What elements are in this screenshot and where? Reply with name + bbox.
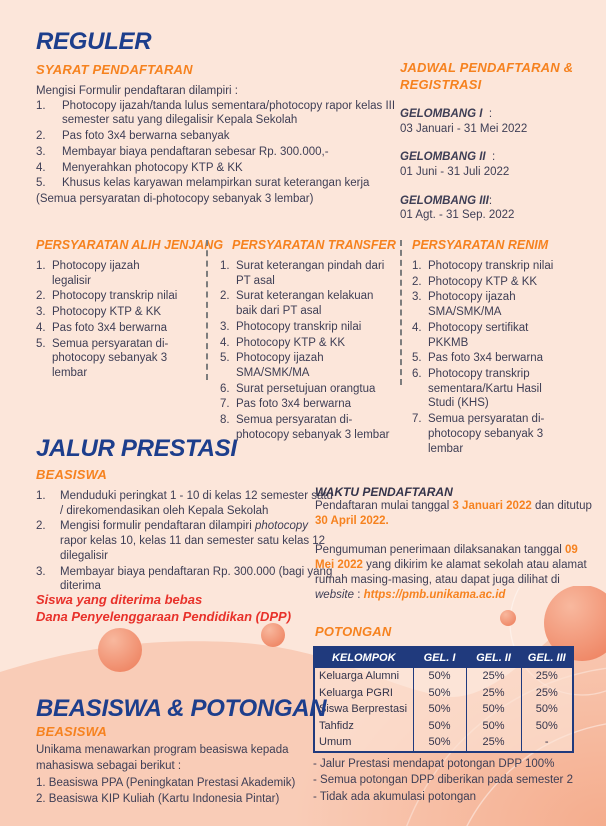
jalur-prestasi-list-block	[36, 489, 336, 595]
gelombang-date: 01 Juni - 31 Juli 2022	[400, 165, 510, 178]
list-item: Pas foto 3x4 berwarna sebanyak	[62, 130, 230, 143]
column-divider	[400, 240, 402, 385]
announcement-date: 09 Mei 2022	[315, 544, 578, 572]
column-heading: PERSYARATAN TRANSFER	[232, 238, 396, 252]
cell-gel2: 25%	[466, 668, 521, 685]
cell-gel1: 50%	[413, 668, 466, 685]
potongan-notes	[313, 756, 599, 805]
column-renim	[412, 238, 570, 457]
cell-kelompok: Umum	[314, 734, 413, 752]
potongan-table	[313, 646, 574, 753]
list-item: Photocopy ijazah/tanda lulus sementara/photocopy rapor kelas III semester satu yang dilegalisir Kepala Sekolah	[62, 99, 396, 127]
cell-gel3: 50%	[521, 701, 573, 718]
pmb-unikama-link[interactable]: https://pmb.unikama.ac.id	[363, 588, 506, 601]
cell-kelompok: Siswa Berprestasi	[314, 701, 413, 718]
highlight-line: Siswa yang diterima bebas	[36, 592, 203, 607]
beasiswa-item: 1. Beasiswa PPA (Peningkatan Prestasi Akademik)	[36, 776, 296, 789]
gelombang-sep: :	[488, 194, 493, 207]
text: :	[354, 588, 364, 601]
list-item: Photocopy transkrip sementara/Kartu Hasil Studi (KHS)	[428, 368, 542, 410]
table-row	[314, 734, 573, 752]
text: Pendaftaran mulai tanggal	[315, 500, 453, 512]
gelombang-sep: :	[488, 107, 493, 120]
header-gel1: GEL. I	[413, 647, 466, 668]
cell-gel2: 25%	[466, 685, 521, 702]
jalur-beasiswa-heading: BEASISWA	[36, 467, 107, 482]
list-item: Photocopy KTP & KK	[52, 306, 162, 319]
cell-gel1: 50%	[413, 718, 466, 735]
waktu-paragraph-1	[315, 499, 599, 528]
cell-gel3: 25%	[521, 685, 573, 702]
waktu-heading: WAKTU PENDAFTARAN	[315, 485, 453, 499]
gelombang-label: GELOMBANG I	[400, 107, 483, 120]
cell-kelompok: Tahfidz	[314, 718, 413, 735]
list-item: Menduduki peringkat 1 - 10 di kelas 12 semester satu / direkomendasikan oleh Kepala Sekolah	[60, 490, 333, 517]
text: yang dikirim ke alamat sekolah atau alamat rumah masing-masing, atau dapat juga dilihat di	[315, 559, 587, 586]
list-item: Surat persetujuan orangtua	[236, 382, 376, 395]
column-heading: PERSYARATAN ALIH JENJANG	[36, 238, 224, 252]
item-text: rapor kelas 10, kelas 11 dan semester satu kelas 12 dilegalisir	[60, 535, 326, 562]
list-item: Photocopy transkrip nilai	[52, 290, 178, 303]
gelombang-date: 01 Agt. - 31 Sep. 2022	[400, 209, 515, 222]
syarat-pendaftaran-block	[36, 84, 402, 207]
gelombang-label: GELOMBANG II	[400, 151, 486, 164]
table-row	[314, 685, 573, 702]
list-item: Surat keterangan kelakuan baik dari PT asal	[236, 290, 374, 318]
list-item: Pas foto 3x4 berwarna	[52, 321, 168, 334]
text: Pengumuman penerimaan dilaksanakan tanggal	[315, 544, 565, 557]
cell-gel1: 50%	[413, 685, 466, 702]
list-item: Photocopy transkrip nilai	[428, 260, 554, 272]
syarat-list	[36, 99, 402, 191]
list-item: Semua persyaratan di-photocopy sebanyak 3 lembar	[52, 337, 169, 380]
decorative-circle-large-left	[98, 628, 142, 672]
item-text-italic: photocopy	[254, 520, 309, 533]
syarat-pendaftaran-heading: SYARAT PENDAFTARAN	[36, 62, 193, 77]
note-line: - Semua potongan DPP diberikan pada semester 2	[313, 774, 573, 787]
header-gel3: GEL. III	[521, 647, 573, 668]
syarat-intro: Mengisi Formulir pendaftaran dilampiri :	[36, 85, 238, 97]
table-row	[314, 668, 573, 685]
note-line: - Tidak ada akumulasi potongan	[313, 790, 477, 803]
cell-gel1: 50%	[413, 734, 466, 752]
list-item: Photocopy ijazah SMA/SMK/MA	[428, 291, 516, 319]
header-gel2: GEL. II	[466, 647, 521, 668]
list-item: Photocopy KTP & KK	[236, 336, 346, 349]
list-item	[36, 519, 336, 563]
highlight-line: Dana Penyelenggaraan Pendidikan (DPP)	[36, 608, 292, 624]
waktu-pendaftaran-block	[315, 485, 599, 602]
column-transfer	[220, 238, 398, 444]
cell-gel3: 25%	[521, 668, 573, 685]
gelombang-entry	[400, 194, 586, 223]
gelombang-entry	[400, 150, 586, 179]
list-item: Pas foto 3x4 berwarna	[236, 398, 352, 411]
column-alih-jenjang	[36, 238, 224, 382]
gelombang-date: 03 Januari - 31 Mei 2022	[400, 122, 528, 135]
list-item: Surat keterangan pindah dari PT asal	[236, 260, 385, 287]
gelombang-entry	[400, 107, 586, 136]
header-kelompok: KELOMPOK	[314, 647, 413, 668]
reguler-title: REGULER	[36, 28, 152, 55]
column-list	[412, 259, 564, 456]
start-date: 3 Januari 2022	[452, 500, 532, 512]
decorative-circle-small-right	[500, 610, 516, 626]
list-item: Photocopy ijazah legalisir	[52, 260, 140, 287]
list-item: Photocopy transkrip nilai	[236, 320, 362, 333]
beasiswa-intro: Unikama menawarkan program beasiswa kepada mahasiswa sebagai berikut :	[36, 744, 289, 773]
table-row	[314, 718, 573, 735]
jadwal-block	[400, 60, 586, 223]
column-list	[36, 259, 178, 381]
list-item: Khusus kelas karyawan melampirkan surat keterangan kerja	[62, 177, 370, 190]
cell-gel3: 50%	[521, 718, 573, 735]
table-header-row	[314, 647, 573, 668]
waktu-paragraph-2	[315, 543, 599, 602]
column-divider	[206, 240, 208, 380]
list-item: Membayar biaya pendaftaran Rp. 300.000 (bagi yang diterima	[60, 565, 333, 593]
cell-gel2: 50%	[466, 718, 521, 735]
dpp-free-highlight	[36, 592, 291, 626]
end-date: 30 April 2022.	[315, 514, 389, 527]
website-word: website	[315, 588, 354, 601]
gelombang-label: GELOMBANG III	[400, 194, 489, 207]
beasiswa-item: 2. Beasiswa KIP Kuliah (Kartu Indonesia Pintar)	[36, 792, 280, 805]
gelombang-sep: :	[492, 151, 496, 164]
column-heading: PERSYARATAN RENIM	[412, 238, 549, 252]
list-item: Photocopy ijazah SMA/SMK/MA	[236, 352, 324, 380]
beasiswa-potongan-title: BEASISWA & POTONGAN	[36, 695, 327, 722]
cell-gel3: -	[521, 734, 573, 752]
list-item: Menyerahkan photocopy KTP & KK	[62, 161, 243, 174]
syarat-note: (Semua persyaratan di-photocopy sebanyak 3 lembar)	[36, 193, 314, 206]
table-row	[314, 701, 573, 718]
jadwal-heading: JADWAL PENDAFTARAN & REGISTRASI	[400, 60, 574, 92]
note-line: - Jalur Prestasi mendapat potongan DPP 100%	[313, 758, 555, 770]
beasiswa-block	[36, 742, 338, 807]
jalur-list	[36, 489, 336, 594]
beasiswa-heading: BEASISWA	[36, 724, 107, 739]
item-text: Mengisi formulir pendaftaran dilampiri	[60, 520, 255, 533]
jalur-prestasi-title: JALUR PRESTASI	[36, 435, 237, 462]
cell-gel1: 50%	[413, 701, 466, 718]
cell-kelompok: Keluarga PGRI	[314, 685, 413, 702]
text: dan ditutup	[531, 500, 592, 512]
list-item: Membayar biaya pendaftaran sebesar Rp. 300.000,-	[62, 145, 329, 158]
cell-gel2: 25%	[466, 734, 521, 752]
decorative-circle-small-left	[261, 623, 285, 647]
cell-kelompok: Keluarga Alumni	[314, 668, 413, 685]
list-item: Photocopy KTP & KK	[428, 275, 538, 288]
list-item: Photocopy sertifikat PKKMB	[428, 321, 529, 349]
cell-gel2: 50%	[466, 701, 521, 718]
column-list	[220, 259, 394, 443]
list-item: Semua persyaratan di-photocopy sebanyak 3 lembar	[428, 413, 545, 455]
potongan-heading: POTONGAN	[315, 624, 392, 639]
list-item: Pas foto 3x4 berwarna	[428, 352, 544, 365]
list-item: Semua persyaratan di-photocopy sebanyak 3 lembar	[236, 414, 390, 441]
